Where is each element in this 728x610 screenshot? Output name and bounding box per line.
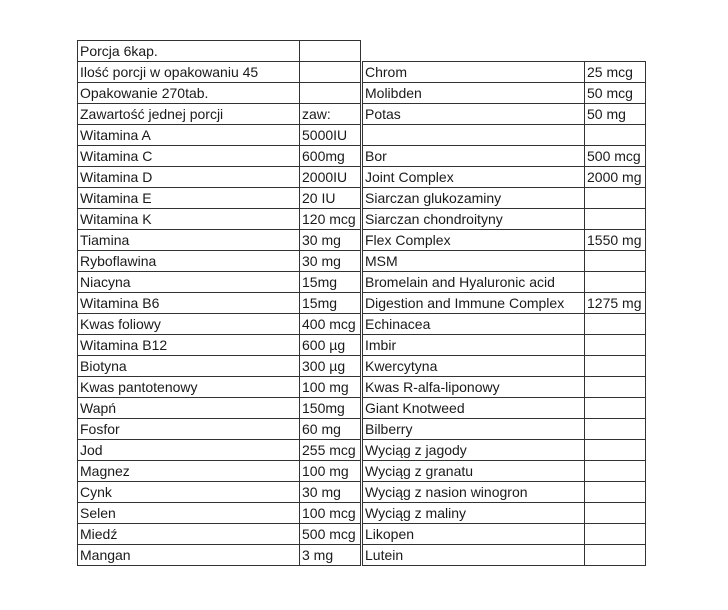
ingredient-amount-cell: 100 mg xyxy=(300,377,361,398)
ingredient-name-cell: Tiamina xyxy=(78,230,300,251)
table-row xyxy=(78,146,361,167)
ingredient-amount-cell xyxy=(585,188,646,209)
ingredient-amount-cell: 255 mcg xyxy=(300,440,361,461)
table-row xyxy=(363,62,646,83)
ingredient-name-cell: Selen xyxy=(78,503,300,524)
table-row xyxy=(78,188,361,209)
table-row xyxy=(363,461,646,482)
ingredient-amount-cell xyxy=(585,440,646,461)
ingredient-name-cell: Kwas foliowy xyxy=(78,314,300,335)
ingredient-amount-cell: 50 mg xyxy=(585,104,646,125)
ingredient-name-cell: Wyciąg z granatu xyxy=(363,461,585,482)
ingredient-name-cell: Ilość porcji w opakowaniu 45 xyxy=(78,62,300,83)
table-row xyxy=(363,272,646,293)
table-row xyxy=(78,293,361,314)
ingredient-amount-cell: 120 mcg xyxy=(300,209,361,230)
ingredient-name-cell: Siarczan chondroityny xyxy=(363,209,585,230)
ingredient-amount-cell: zaw: xyxy=(300,104,361,125)
ingredient-name-cell: Mangan xyxy=(78,545,300,566)
ingredient-amount-cell xyxy=(585,125,646,146)
ingredient-amount-cell: 300 µg xyxy=(300,356,361,377)
ingredient-amount-cell: 600 µg xyxy=(300,335,361,356)
ingredient-name-cell: Kwas pantotenowy xyxy=(78,377,300,398)
ingredient-amount-cell: 150mg xyxy=(300,398,361,419)
ingredient-name-cell xyxy=(363,125,585,146)
table-row xyxy=(78,167,361,188)
ingredient-name-cell: Witamina E xyxy=(78,188,300,209)
ingredient-name-cell: Miedź xyxy=(78,524,300,545)
ingredient-amount-cell: 500 mcg xyxy=(585,146,646,167)
ingredient-name-cell: Kwas R-alfa-liponowy xyxy=(363,377,585,398)
table-row xyxy=(78,377,361,398)
ingredient-name-cell: Witamina B6 xyxy=(78,293,300,314)
ingredient-name-cell: Fosfor xyxy=(78,419,300,440)
ingredient-amount-cell: 3 mg xyxy=(300,545,361,566)
ingredient-name-cell: Echinacea xyxy=(363,314,585,335)
table-row xyxy=(363,503,646,524)
ingredient-name-cell: Potas xyxy=(363,104,585,125)
table-row xyxy=(363,440,646,461)
ingredient-amount-cell: 50 mcg xyxy=(585,83,646,104)
table-row xyxy=(78,398,361,419)
ingredient-amount-cell xyxy=(300,41,361,62)
table-row xyxy=(78,482,361,503)
ingredient-amount-cell: 25 mcg xyxy=(585,62,646,83)
ingredient-name-cell: Witamina D xyxy=(78,167,300,188)
ingredient-name-cell: Kwercytyna xyxy=(363,356,585,377)
ingredient-amount-cell: 1550 mg xyxy=(585,230,646,251)
ingredient-amount-cell: 20 IU xyxy=(300,188,361,209)
table-row xyxy=(363,356,646,377)
ingredient-amount-cell xyxy=(585,398,646,419)
ingredient-name-cell: Bor xyxy=(363,146,585,167)
ingredient-amount-cell xyxy=(585,251,646,272)
ingredient-name-cell: Imbir xyxy=(363,335,585,356)
table-row xyxy=(363,83,646,104)
ingredient-amount-cell: 1275 mg xyxy=(585,293,646,314)
ingredient-name-cell: Molibden xyxy=(363,83,585,104)
table-row xyxy=(363,335,646,356)
table-row xyxy=(363,314,646,335)
ingredient-name-cell: Porcja 6kap. xyxy=(78,41,300,62)
ingredient-name-cell: Chrom xyxy=(363,62,585,83)
ingredient-amount-cell xyxy=(585,335,646,356)
ingredient-name-cell: Wyciąg z jagody xyxy=(363,440,585,461)
ingredient-amount-cell: 2000IU xyxy=(300,167,361,188)
table-row xyxy=(363,293,646,314)
ingredient-amount-cell: 500 mcg xyxy=(300,524,361,545)
ingredient-name-cell: Wyciąg z nasion winogron xyxy=(363,482,585,503)
ingredient-amount-cell: 600mg xyxy=(300,146,361,167)
table-row xyxy=(78,104,361,125)
ingredient-name-cell: Magnez xyxy=(78,461,300,482)
ingredient-name-cell: Jod xyxy=(78,440,300,461)
ingredient-name-cell: Witamina B12 xyxy=(78,335,300,356)
ingredient-name-cell: Cynk xyxy=(78,482,300,503)
ingredient-name-cell: Lutein xyxy=(363,545,585,566)
ingredient-amount-cell xyxy=(585,272,646,293)
ingredient-name-cell: Bilberry xyxy=(363,419,585,440)
ingredient-amount-cell: 5000IU xyxy=(300,125,361,146)
table-row xyxy=(363,188,646,209)
ingredient-amount-cell: 30 mg xyxy=(300,251,361,272)
ingredient-amount-cell xyxy=(585,419,646,440)
ingredient-amount-cell xyxy=(300,62,361,83)
table-row xyxy=(363,398,646,419)
ingredient-amount-cell: 15mg xyxy=(300,272,361,293)
ingredient-name-cell: Digestion and Immune Complex xyxy=(363,293,585,314)
table-row xyxy=(363,482,646,503)
ingredient-amount-cell: 100 mcg xyxy=(300,503,361,524)
table-row xyxy=(78,83,361,104)
table-row xyxy=(78,125,361,146)
ingredient-name-cell: Joint Complex xyxy=(363,167,585,188)
ingredient-name-cell: Ryboflawina xyxy=(78,251,300,272)
table-row xyxy=(363,251,646,272)
ingredient-amount-cell xyxy=(300,83,361,104)
ingredient-name-cell: Giant Knotweed xyxy=(363,398,585,419)
table-row xyxy=(78,251,361,272)
table-row xyxy=(363,125,646,146)
ingredient-name-cell: Wapń xyxy=(78,398,300,419)
ingredient-amount-cell xyxy=(585,314,646,335)
table-row xyxy=(78,545,361,566)
ingredient-name-cell: Wyciąg z maliny xyxy=(363,503,585,524)
ingredient-amount-cell xyxy=(585,524,646,545)
ingredient-name-cell: Witamina A xyxy=(78,125,300,146)
ingredient-name-cell: Niacyna xyxy=(78,272,300,293)
ingredient-amount-cell xyxy=(585,356,646,377)
table-row xyxy=(363,524,646,545)
ingredient-amount-cell xyxy=(585,377,646,398)
ingredient-name-cell: Likopen xyxy=(363,524,585,545)
ingredient-name-cell: MSM xyxy=(363,251,585,272)
table-row xyxy=(78,209,361,230)
ingredient-name-cell: Zawartość jednej porcji xyxy=(78,104,300,125)
ingredient-amount-cell: 2000 mg xyxy=(585,167,646,188)
ingredient-name-cell: Siarczan glukozaminy xyxy=(363,188,585,209)
ingredient-amount-cell xyxy=(585,209,646,230)
table-row xyxy=(363,377,646,398)
table-row xyxy=(78,41,361,62)
table-row xyxy=(78,356,361,377)
ingredient-name-cell: Witamina K xyxy=(78,209,300,230)
ingredient-name-cell: Flex Complex xyxy=(363,230,585,251)
supplement-table-left xyxy=(77,40,361,566)
table-row xyxy=(363,146,646,167)
ingredient-amount-cell xyxy=(585,545,646,566)
ingredient-amount-cell: 30 mg xyxy=(300,482,361,503)
ingredient-amount-cell: 30 mg xyxy=(300,230,361,251)
ingredient-name-cell: Bromelain and Hyaluronic acid xyxy=(363,272,585,293)
ingredient-name-cell: Witamina C xyxy=(78,146,300,167)
ingredient-name-cell: Biotyna xyxy=(78,356,300,377)
ingredient-amount-cell xyxy=(585,482,646,503)
table-row xyxy=(78,503,361,524)
ingredient-name-cell: Opakowanie 270tab. xyxy=(78,83,300,104)
table-row xyxy=(78,524,361,545)
supplement-table-right xyxy=(362,61,646,566)
table-row xyxy=(78,419,361,440)
ingredient-amount-cell: 60 mg xyxy=(300,419,361,440)
ingredient-amount-cell: 15mg xyxy=(300,293,361,314)
ingredient-amount-cell: 400 mcg xyxy=(300,314,361,335)
ingredient-amount-cell xyxy=(585,461,646,482)
table-row xyxy=(363,209,646,230)
table-row xyxy=(363,419,646,440)
table-row xyxy=(78,335,361,356)
table-row xyxy=(363,230,646,251)
table-row xyxy=(363,167,646,188)
table-row xyxy=(78,461,361,482)
table-row xyxy=(78,314,361,335)
table-row xyxy=(78,272,361,293)
table-row xyxy=(78,230,361,251)
table-row xyxy=(78,440,361,461)
ingredient-amount-cell xyxy=(585,503,646,524)
table-row xyxy=(363,104,646,125)
table-row xyxy=(363,545,646,566)
table-row xyxy=(78,62,361,83)
ingredient-amount-cell: 100 mg xyxy=(300,461,361,482)
